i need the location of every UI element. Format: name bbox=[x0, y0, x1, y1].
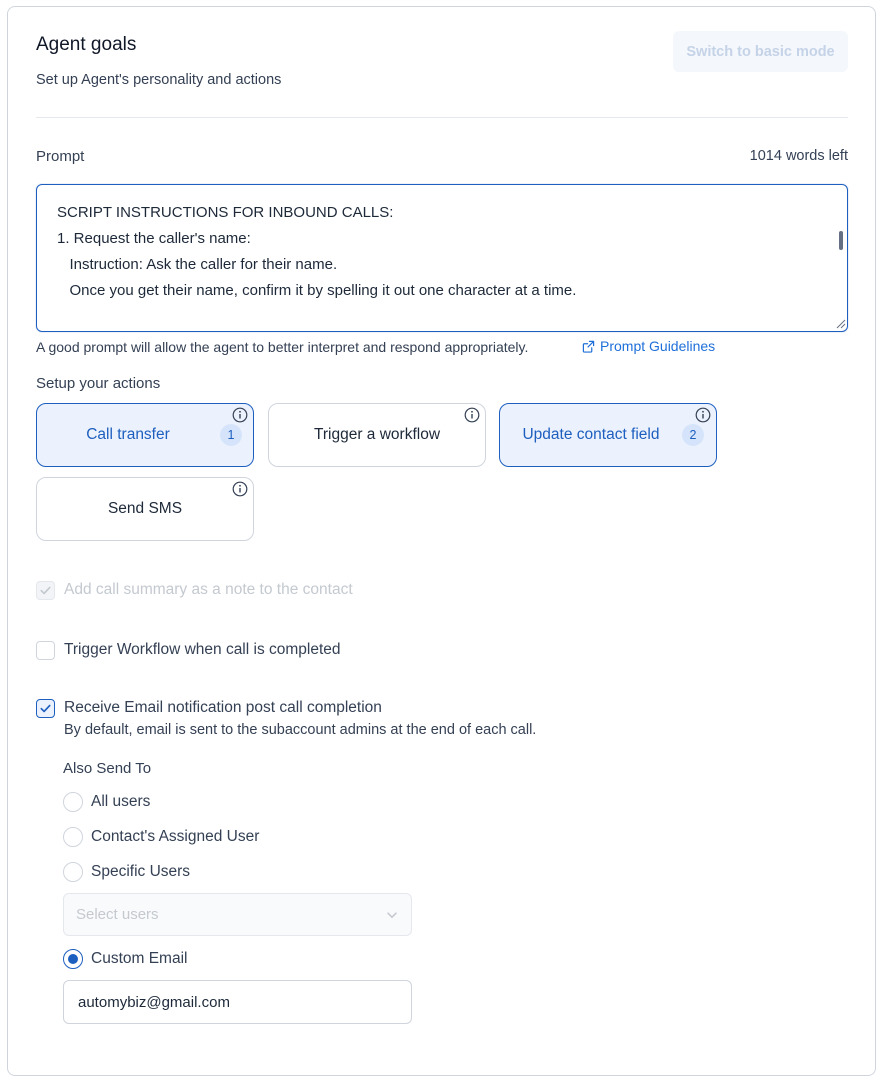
info-icon[interactable] bbox=[464, 407, 480, 423]
prompt-guidelines-label: Prompt Guidelines bbox=[600, 338, 716, 354]
email-notification-label: Receive Email notification post call completion bbox=[64, 699, 382, 716]
radio-assigned-user[interactable] bbox=[63, 827, 83, 847]
action-label: Call transfer bbox=[86, 426, 170, 443]
call-summary-label: Add call summary as a note to the contact bbox=[64, 581, 353, 598]
action-label: Update contact field bbox=[522, 426, 660, 443]
prompt-line: Once you get their name, confirm it by spelling it out one character at a time. bbox=[57, 282, 577, 299]
radio-custom-email[interactable] bbox=[63, 949, 83, 969]
chevron-down-icon bbox=[385, 908, 399, 922]
check-icon bbox=[39, 584, 52, 597]
email-notification-description: By default, email is sent to the subaccount admins at the end of each call. bbox=[64, 722, 537, 738]
also-send-to-label: Also Send To bbox=[63, 760, 152, 777]
action-label: Send SMS bbox=[107, 500, 183, 517]
action-count-badge: 2 bbox=[682, 424, 704, 446]
call-summary-checkbox[interactable] bbox=[36, 581, 55, 600]
prompt-label: Prompt bbox=[36, 148, 85, 165]
action-send-sms[interactable] bbox=[36, 477, 254, 541]
info-icon[interactable] bbox=[232, 407, 248, 423]
prompt-line: Instruction: Ask the caller for their name. bbox=[57, 256, 338, 273]
radio-assigned-user-label: Contact's Assigned User bbox=[91, 828, 260, 845]
action-count-badge: 1 bbox=[220, 424, 242, 446]
resize-handle-icon[interactable] bbox=[834, 317, 846, 329]
action-label: Trigger a workflow bbox=[313, 426, 441, 443]
select-users-dropdown[interactable] bbox=[63, 893, 412, 936]
textarea-scrollbar[interactable] bbox=[839, 231, 843, 250]
trigger-workflow-checkbox[interactable] bbox=[36, 641, 55, 660]
radio-specific-users-label: Specific Users bbox=[91, 863, 191, 880]
email-notification-checkbox[interactable] bbox=[36, 699, 55, 718]
radio-specific-users[interactable] bbox=[63, 862, 83, 882]
radio-all-users-label: All users bbox=[91, 793, 151, 810]
page-subtitle: Set up Agent's personality and actions bbox=[36, 72, 282, 88]
prompt-textarea[interactable] bbox=[36, 184, 848, 332]
prompt-hint: A good prompt will allow the agent to better interpret and respond appropriately. bbox=[36, 339, 529, 355]
prompt-line: SCRIPT INSTRUCTIONS FOR INBOUND CALLS: bbox=[57, 204, 394, 221]
prompt-guidelines-link[interactable] bbox=[582, 338, 715, 354]
header-divider bbox=[36, 117, 848, 118]
radio-custom-email-label: Custom Email bbox=[91, 950, 188, 967]
custom-email-input[interactable] bbox=[63, 980, 412, 1024]
check-icon bbox=[39, 702, 52, 715]
action-update-contact-field[interactable] bbox=[499, 403, 717, 467]
info-icon[interactable] bbox=[695, 407, 711, 423]
page-title: Agent goals bbox=[36, 34, 137, 55]
external-link-icon bbox=[582, 340, 595, 353]
switch-to-basic-mode-button[interactable]: Switch to basic mode bbox=[673, 31, 848, 72]
words-left-counter: 1014 words left bbox=[749, 148, 848, 164]
setup-actions-label: Setup your actions bbox=[36, 375, 161, 392]
trigger-workflow-label: Trigger Workflow when call is completed bbox=[64, 641, 341, 658]
prompt-line: 1. Request the caller's name: bbox=[57, 230, 251, 247]
action-trigger-workflow[interactable] bbox=[268, 403, 486, 467]
custom-email-value: automybiz@gmail.com bbox=[78, 993, 230, 1011]
radio-all-users[interactable] bbox=[63, 792, 83, 812]
info-icon[interactable] bbox=[232, 481, 248, 497]
action-call-transfer[interactable] bbox=[36, 403, 254, 467]
select-users-placeholder: Select users bbox=[76, 906, 159, 923]
agent-goals-card bbox=[7, 6, 876, 1076]
